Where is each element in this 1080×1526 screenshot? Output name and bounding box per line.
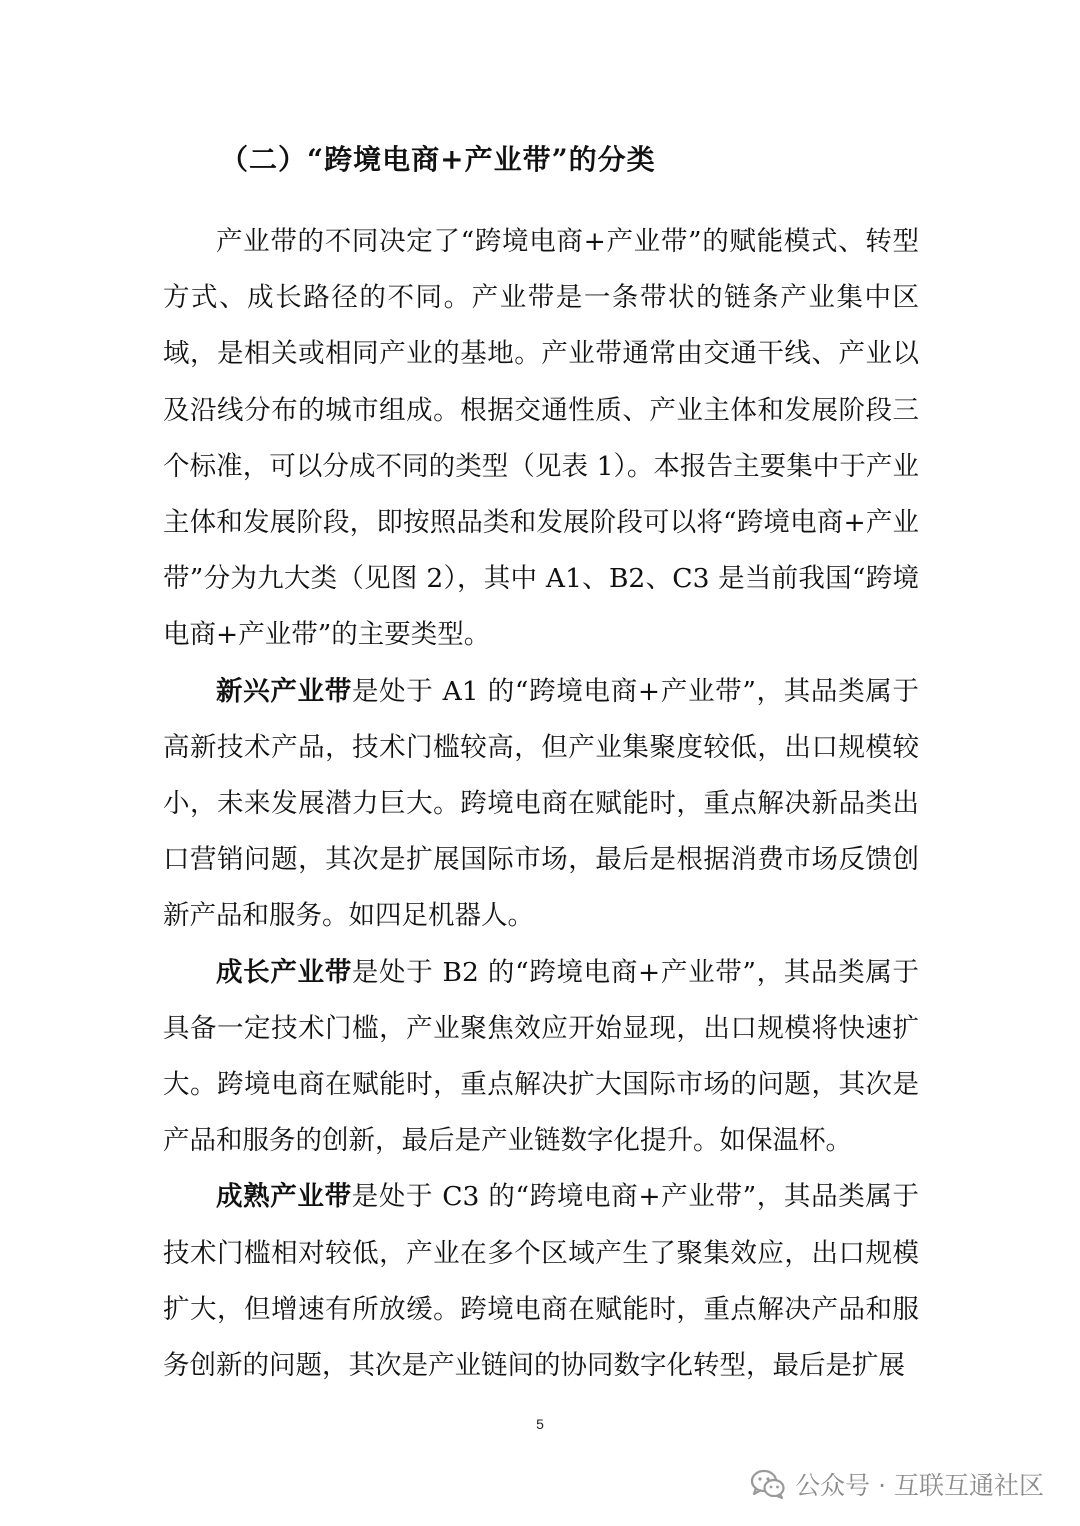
watermark [751, 1464, 1044, 1504]
paragraph-emerging-text: 是处于 A1 的“跨境电商+产业带”，其品类属于高新技术产品，技术门槛较高，但产业集聚度较低，出口规模较小，未来发展潜力巨大。跨境电商在赋能时，重点解决新品类出口营销问题，其次是扩展国际市场，最后是根据消费市场反馈创新产品和服务。如四足机器人。 [163, 675, 919, 932]
paragraph-mature [163, 1169, 919, 1394]
paragraph-mature-text: 是处于 C3 的“跨境电商+产业带”，其品类属于技术门槛相对较低，产业在多个区域产生了聚集效应，出口规模扩大，但增速有所放缓。跨境电商在赋能时，重点解决产品和服务创新的问题，其次是产业链间的协同数字化转型，最后是扩展 [163, 1181, 919, 1382]
paragraph-emerging [163, 664, 919, 945]
page-number: 5 [536, 1416, 544, 1432]
paragraph-growth [163, 945, 919, 1170]
term-emerging: 新兴产业带 [216, 675, 352, 707]
body-text [163, 214, 919, 1394]
term-growth: 成长产业带 [216, 956, 352, 988]
wechat-icon [751, 1469, 785, 1499]
term-mature: 成熟产业带 [216, 1181, 352, 1213]
paragraph-intro: 产业带的不同决定了“跨境电商+产业带”的赋能模式、转型方式、成长路径的不同。产业带是一条带状的链条产业集中区域，是相关或相同产业的基地。产业带通常由交通干线、产业以及沿线分布的城市组成。根据交通性质、产业主体和发展阶段三个标准，可以分成不同的类型（见表 1）。本报告主要集中于产业主体和发展阶段，即按照品类和发展阶段可以将“跨境电商+产业带”分为九大类（见图 2），其中 A1、B2、C3 是当前我国“跨境电商+产业带”的主要类型。 [163, 226, 919, 651]
paragraph-growth-text: 是处于 B2 的“跨境电商+产业带”，其品类属于具备一定技术门槛，产业聚焦效应开始显现，出口规模将快速扩大。跨境电商在赋能时，重点解决扩大国际市场的问题，其次是产品和服务的创新，最后是产业链数字化提升。如保温杯。 [163, 956, 920, 1157]
section-heading: （二）“跨境电商+产业带”的分类 [220, 143, 656, 176]
watermark-text: 公众号 · 互联互通社区 [795, 1471, 1044, 1500]
